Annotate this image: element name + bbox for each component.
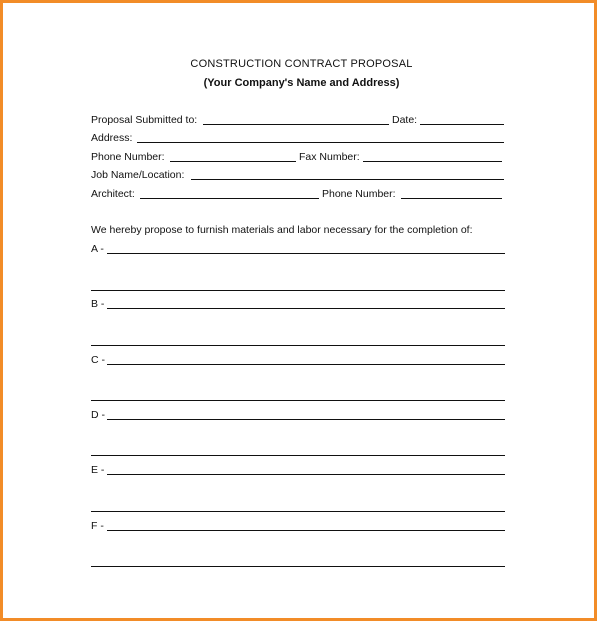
architect-label: Architect: <box>91 188 135 200</box>
scope-item-label: A - <box>91 243 104 255</box>
phone-number-field[interactable] <box>170 161 296 162</box>
scope-item-label: E - <box>91 464 105 476</box>
date-field[interactable] <box>420 124 504 125</box>
document-subtitle: (Your Company's Name and Address) <box>203 77 400 89</box>
scope-item-continuation-line[interactable] <box>91 455 505 456</box>
address-field[interactable] <box>137 142 504 143</box>
scope-item-continuation-line[interactable] <box>91 566 505 567</box>
scope-item-continuation-line[interactable] <box>91 511 505 512</box>
scope-item-line[interactable] <box>107 308 505 309</box>
job-name-location-field[interactable] <box>191 179 504 180</box>
phone-number-label: Phone Number: <box>91 151 165 163</box>
scope-item-line[interactable] <box>107 530 505 531</box>
proposal-submitted-to-field[interactable] <box>203 124 389 125</box>
scope-item-line[interactable] <box>107 419 505 420</box>
document-title: CONSTRUCTION CONTRACT PROPOSAL <box>190 58 413 70</box>
fax-number-field[interactable] <box>363 161 502 162</box>
scope-item-continuation-line[interactable] <box>91 345 505 346</box>
fax-number-label: Fax Number: <box>299 151 360 163</box>
architect-phone-number-label: Phone Number: <box>322 188 396 200</box>
scope-item-line[interactable] <box>107 253 505 254</box>
scope-item-label: B - <box>91 298 105 310</box>
address-label: Address: <box>91 132 133 144</box>
scope-item-label: D - <box>91 409 105 421</box>
job-name-location-label: Job Name/Location: <box>91 169 185 181</box>
scope-item-label: F - <box>91 520 104 532</box>
scope-item-continuation-line[interactable] <box>91 290 505 291</box>
architect-field[interactable] <box>140 198 319 199</box>
proposal-submitted-to-label: Proposal Submitted to: <box>91 114 198 126</box>
date-label: Date: <box>392 114 418 126</box>
scope-intro: We hereby propose to furnish materials and labor necessary for the completion of: <box>91 224 473 236</box>
scope-item-label: C - <box>91 354 105 366</box>
scope-item-line[interactable] <box>107 474 505 475</box>
architect-phone-number-field[interactable] <box>401 198 502 199</box>
scope-item-line[interactable] <box>107 364 505 365</box>
scope-item-continuation-line[interactable] <box>91 400 505 401</box>
